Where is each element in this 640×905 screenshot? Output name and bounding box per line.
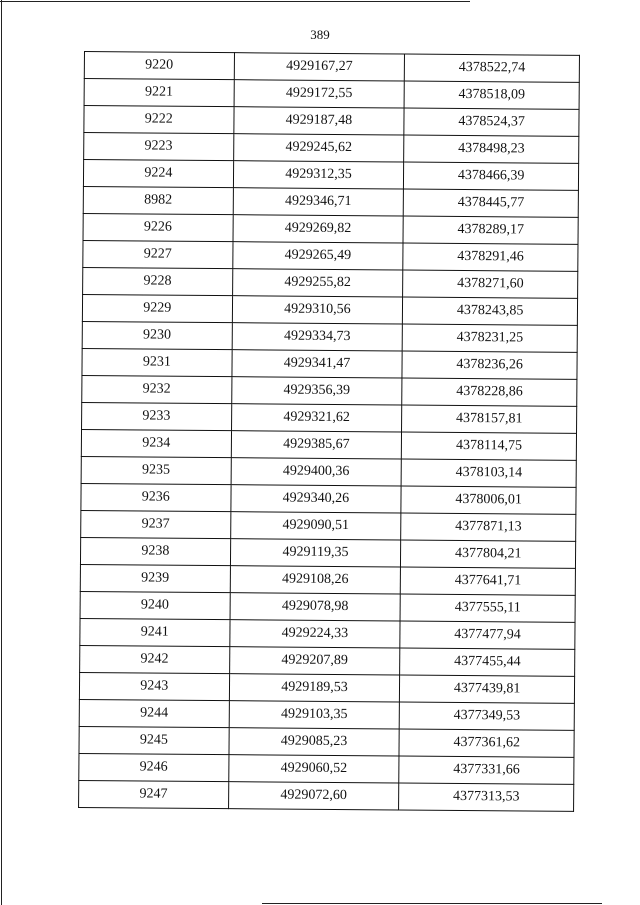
- point-number-cell: 9227: [83, 240, 233, 268]
- point-number-cell: 9233: [82, 402, 232, 430]
- scan-edge-left: [1, 0, 2, 905]
- point-number-cell: 9222: [84, 106, 234, 134]
- point-number-cell: 9246: [79, 753, 229, 781]
- table-row: [83, 160, 578, 191]
- y-coordinate-cell: 4378243,85: [403, 297, 578, 325]
- x-coordinate-cell: 4929310,56: [232, 296, 403, 324]
- x-coordinate-cell: 4929269,82: [233, 215, 404, 243]
- table-row: [81, 429, 576, 460]
- y-coordinate-cell: 4378524,37: [404, 108, 579, 136]
- y-coordinate-cell: 4377477,94: [400, 621, 575, 649]
- x-coordinate-cell: 4929207,89: [229, 647, 400, 675]
- table-row: [79, 699, 574, 730]
- y-coordinate-cell: 4378291,46: [403, 243, 578, 271]
- y-coordinate-cell: 4377871,13: [401, 513, 576, 541]
- point-number-cell: 9244: [79, 699, 229, 727]
- point-number-cell: 9229: [82, 294, 232, 322]
- x-coordinate-cell: 4929255,82: [232, 269, 403, 297]
- point-number-cell: 9220: [84, 52, 234, 80]
- y-coordinate-cell: 4378271,60: [403, 270, 578, 298]
- point-number-cell: 9224: [83, 160, 233, 188]
- y-coordinate-cell: 4378518,09: [404, 81, 579, 109]
- table-row: [83, 186, 578, 217]
- point-number-cell: 9232: [82, 375, 232, 403]
- table-row: [83, 267, 578, 298]
- y-coordinate-cell: 4377641,71: [401, 567, 576, 595]
- table-row: [80, 645, 575, 676]
- y-coordinate-cell: 4378114,75: [402, 432, 577, 460]
- point-number-cell: 9235: [81, 456, 231, 484]
- x-coordinate-cell: 4929341,47: [232, 350, 403, 378]
- point-number-cell: 9221: [84, 79, 234, 107]
- y-coordinate-cell: 4377313,53: [399, 783, 574, 811]
- table-row: [82, 402, 577, 433]
- y-coordinate-cell: 4378103,14: [401, 459, 576, 487]
- x-coordinate-cell: 4929090,51: [230, 512, 401, 540]
- table-row: [80, 537, 575, 568]
- x-coordinate-cell: 4929189,53: [229, 674, 400, 702]
- table-row: [84, 79, 579, 110]
- point-number-cell: 9238: [80, 537, 230, 565]
- y-coordinate-cell: 4377361,62: [399, 729, 574, 757]
- page-number: 389: [310, 27, 330, 42]
- point-number-cell: 9243: [79, 672, 229, 700]
- point-number-cell: 9236: [81, 483, 231, 511]
- x-coordinate-cell: 4929356,39: [231, 377, 402, 405]
- x-coordinate-cell: 4929346,71: [233, 188, 404, 216]
- x-coordinate-cell: 4929321,62: [231, 404, 402, 432]
- table-row: [81, 483, 576, 514]
- point-number-cell: 9230: [82, 321, 232, 349]
- table-row: [79, 726, 574, 757]
- table-row: [80, 618, 575, 649]
- x-coordinate-cell: 4929060,52: [228, 755, 399, 783]
- y-coordinate-cell: 4377331,66: [399, 756, 574, 784]
- coordinates-table: [78, 51, 580, 812]
- x-coordinate-cell: 4929108,26: [230, 566, 401, 594]
- point-number-cell: 9242: [80, 645, 230, 673]
- point-number-cell: 9240: [80, 591, 230, 619]
- table-row: [80, 564, 575, 595]
- table-row: [82, 294, 577, 325]
- point-number-cell: 9245: [79, 726, 229, 754]
- y-coordinate-cell: 4378231,25: [402, 324, 577, 352]
- scan-edge-bottom: [262, 903, 602, 904]
- x-coordinate-cell: 4929085,23: [229, 728, 400, 756]
- table-row: [79, 753, 574, 784]
- y-coordinate-cell: 4378466,39: [404, 162, 579, 190]
- table-row: [81, 456, 576, 487]
- x-coordinate-cell: 4929119,35: [230, 539, 401, 567]
- table-row: [82, 375, 577, 406]
- x-coordinate-cell: 4929103,35: [229, 701, 400, 729]
- point-number-cell: 9231: [82, 348, 232, 376]
- y-coordinate-cell: 4377455,44: [400, 648, 575, 676]
- y-coordinate-cell: 4378228,86: [402, 378, 577, 406]
- table-row: [84, 133, 579, 164]
- y-coordinate-cell: 4377349,53: [399, 702, 574, 730]
- scan-edge-top: [0, 1, 470, 2]
- table-row: [84, 106, 579, 137]
- point-number-cell: 8982: [83, 186, 233, 214]
- x-coordinate-cell: 4929400,36: [231, 458, 402, 486]
- coordinates-table-body: [79, 52, 580, 812]
- table-row: [80, 591, 575, 622]
- y-coordinate-cell: 4378498,23: [404, 135, 579, 163]
- x-coordinate-cell: 4929245,62: [233, 134, 404, 162]
- table-row: [82, 321, 577, 352]
- x-coordinate-cell: 4929172,55: [234, 80, 405, 108]
- point-number-cell: 9234: [81, 429, 231, 457]
- point-number-cell: 9228: [83, 267, 233, 295]
- y-coordinate-cell: 4377555,11: [400, 594, 575, 622]
- x-coordinate-cell: 4929385,67: [231, 431, 402, 459]
- table-row: [81, 510, 576, 541]
- point-number-cell: 9226: [83, 213, 233, 241]
- point-number-cell: 9247: [79, 780, 229, 808]
- x-coordinate-cell: 4929078,98: [230, 593, 401, 621]
- y-coordinate-cell: 4378006,01: [401, 486, 576, 514]
- y-coordinate-cell: 4378445,77: [404, 189, 579, 217]
- x-coordinate-cell: 4929334,73: [232, 323, 403, 351]
- x-coordinate-cell: 4929167,27: [234, 53, 405, 81]
- y-coordinate-cell: 4378157,81: [402, 405, 577, 433]
- point-number-cell: 9237: [81, 510, 231, 538]
- y-coordinate-cell: 4378236,26: [402, 351, 577, 379]
- table-row: [79, 780, 574, 811]
- table-row: [83, 213, 578, 244]
- y-coordinate-cell: 4378289,17: [403, 216, 578, 244]
- table-row: [82, 348, 577, 379]
- x-coordinate-cell: 4929224,33: [229, 620, 400, 648]
- x-coordinate-cell: 4929312,35: [233, 161, 404, 189]
- table-row: [79, 672, 574, 703]
- table-row: [84, 52, 579, 83]
- x-coordinate-cell: 4929265,49: [232, 242, 403, 270]
- y-coordinate-cell: 4377439,81: [400, 675, 575, 703]
- y-coordinate-cell: 4378522,74: [405, 54, 580, 82]
- table-row: [83, 240, 578, 271]
- y-coordinate-cell: 4377804,21: [401, 540, 576, 568]
- point-number-cell: 9241: [80, 618, 230, 646]
- point-number-cell: 9223: [84, 133, 234, 161]
- x-coordinate-cell: 4929072,60: [228, 782, 399, 810]
- x-coordinate-cell: 4929340,26: [231, 485, 402, 513]
- point-number-cell: 9239: [80, 564, 230, 592]
- x-coordinate-cell: 4929187,48: [233, 107, 404, 135]
